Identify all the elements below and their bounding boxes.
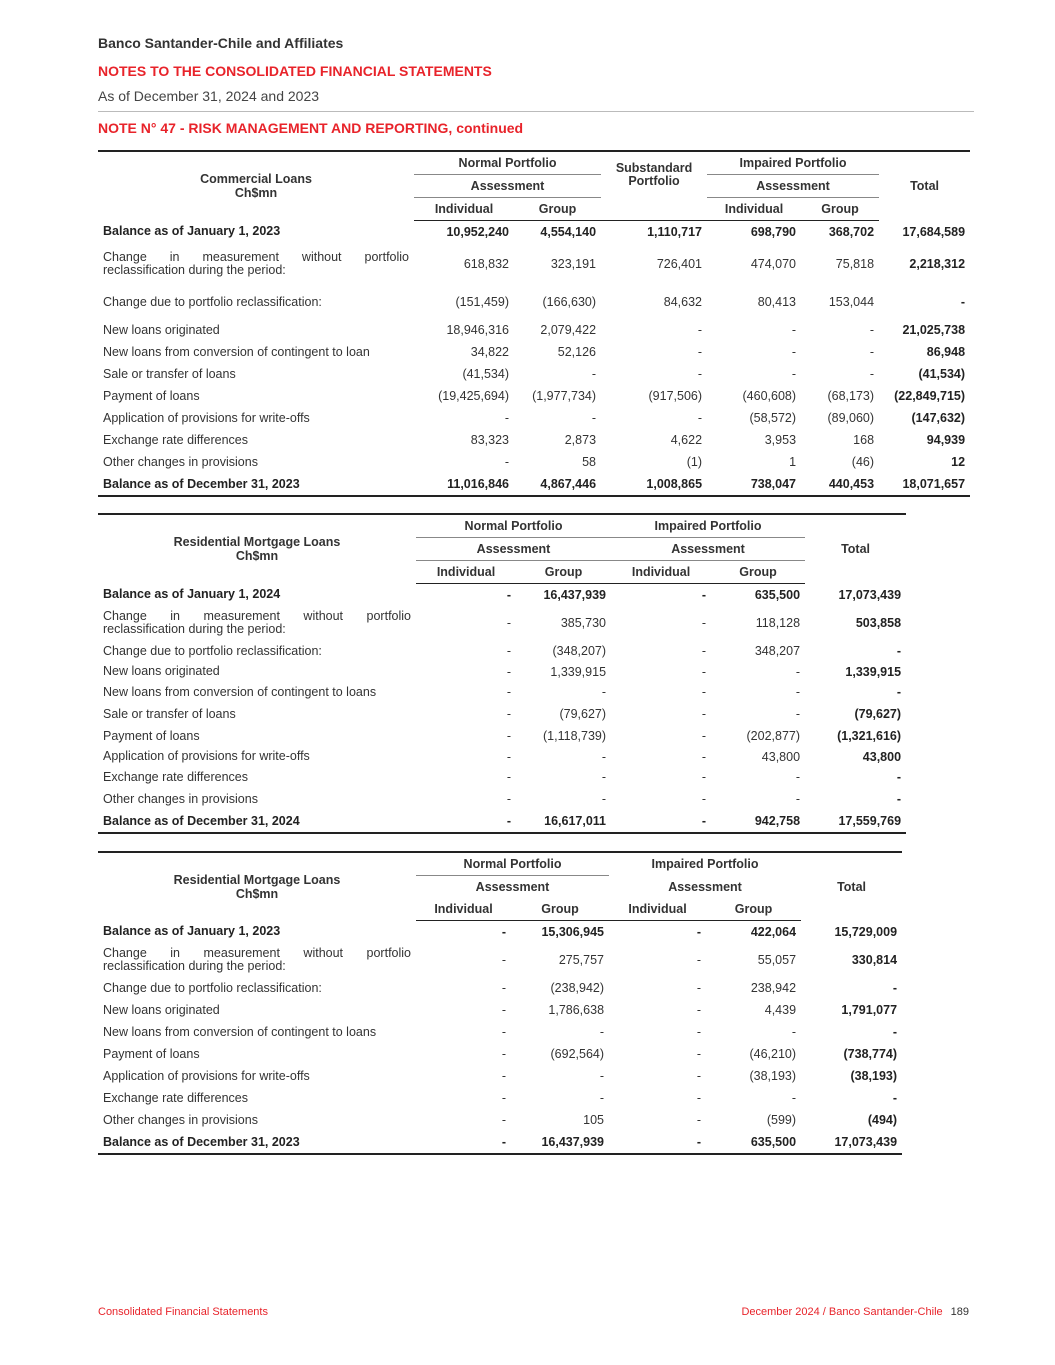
table-row: Balance as of December 31, 2023 - 16,437,939 - 635,500 17,073,439 [98, 1131, 902, 1154]
assessment-header: Assessment [707, 175, 879, 198]
table-row: Balance as of December 31, 2024 - 16,617,011 - 942,758 17,559,769 [98, 810, 906, 833]
group-header: Group [514, 198, 601, 221]
normal-portfolio-header: Normal Portfolio [416, 514, 611, 538]
assessment-header: Assessment [475, 880, 550, 894]
group-header: Group [516, 561, 611, 584]
as-of-date: As of December 31, 2024 and 2023 [98, 88, 320, 104]
header-divider [98, 111, 974, 112]
total-header: Total [801, 852, 902, 921]
table-row: Exchange rate differences - - - - - [103, 1090, 898, 1105]
residential-mortgage-2024-table [98, 513, 906, 834]
group-header: Group [801, 198, 879, 221]
table-row: Balance as of January 1, 2023 10,952,240 4,554,140 1,110,717 698,790 368,702 17,684,589 [103, 224, 966, 239]
individual-header: Individual [609, 898, 706, 921]
table-row: New loans originated 18,946,316 2,079,422 - - - 21,025,738 [103, 322, 966, 337]
group-header: Group [706, 898, 801, 921]
individual-header: Individual [414, 198, 514, 221]
table-row: Balance as of January 1, 2024 - 16,437,939 - 635,500 17,073,439 [103, 587, 902, 602]
table-row: Change in measurement without portfolio reclassification during the period: 618,832 323,191 726,401 474,070 75,818 2,218,312 [103, 250, 966, 277]
impaired-portfolio-header: Impaired Portfolio [707, 151, 879, 175]
normal-portfolio-header: Normal Portfolio [414, 151, 601, 175]
footer-source: December 2024 / Banco Santander-Chile 189 [741, 1306, 969, 1318]
table-row: Balance as of January 1, 2023 - 15,306,945 - 422,064 15,729,009 [103, 924, 898, 939]
assessment-header: Assessment [668, 879, 742, 894]
table-row: Exchange rate differences - - - - - [103, 769, 902, 784]
normal-portfolio-header: Normal Portfolio [416, 852, 609, 876]
table-row: Application of provisions for write-offs - - - (38,193) (38,193) [103, 1068, 898, 1083]
table-row: Other changes in provisions - 58 (1) 1 (46) 12 [103, 454, 966, 469]
residential-mortgage-2023-table [98, 851, 902, 1155]
commercial-loans-table [98, 150, 970, 497]
table-row: Change in measurement without portfolio reclassification during the period: - 385,730 - 118,128 503,858 [103, 609, 902, 636]
table-row: New loans originated - 1,786,638 - 4,439 1,791,077 [103, 1002, 898, 1017]
table-row: Balance as of December 31, 2023 11,016,846 4,867,446 1,008,865 738,047 440,453 18,071,657 [98, 473, 970, 496]
total-header: Total [805, 514, 906, 584]
impaired-portfolio-header: Impaired Portfolio [609, 852, 801, 876]
table-title: Commercial Loans Ch$mn [98, 151, 414, 221]
assessment-header: Assessment [416, 538, 611, 561]
individual-header: Individual [707, 198, 801, 221]
footer-document-title: Consolidated Financial Statements [98, 1306, 268, 1318]
table-row: Application of provisions for write-offs - - - 43,800 43,800 [103, 749, 902, 764]
table-title: Residential Mortgage Loans Ch$mn [98, 852, 416, 921]
table-row: New loans from conversion of contingent to loans - - - - - [103, 684, 902, 699]
table-row: New loans originated - 1,339,915 - - 1,339,915 [103, 664, 902, 679]
table-row: New loans from conversion of contingent to loan 34,822 52,126 - - - 86,948 [103, 344, 966, 359]
table-row: Payment of loans - (1,118,739) - (202,877) (1,321,616) [103, 728, 902, 743]
notes-title: NOTES TO THE CONSOLIDATED FINANCIAL STATEMENTS [98, 63, 492, 79]
table-row: Sale or transfer of loans - (79,627) - - (79,627) [103, 706, 902, 721]
individual-header: Individual [416, 898, 511, 921]
page-number: 189 [950, 1306, 969, 1318]
table-row: Exchange rate differences 83,323 2,873 4,622 3,953 168 94,939 [103, 432, 966, 447]
note-heading: NOTE N° 47 - RISK MANAGEMENT AND REPORTING, continued [98, 120, 524, 136]
table-row: Payment of loans - (692,564) - (46,210) (738,774) [103, 1046, 898, 1061]
individual-header: Individual [611, 561, 711, 584]
table-row: New loans from conversion of contingent to loans - - - - - [103, 1024, 898, 1039]
table-row: Payment of loans (19,425,694) (1,977,734) (917,506) (460,608) (68,173) (22,849,715) [103, 388, 966, 403]
table-row: Change due to portfolio reclassification: - (348,207) - 348,207 - [103, 643, 902, 658]
table-row: Application of provisions for write-offs - - - (58,572) (89,060) (147,632) [103, 410, 966, 425]
table-row: Change due to portfolio reclassification: (151,459) (166,630) 84,632 80,413 153,044 - [103, 294, 966, 309]
assessment-header: Assessment [611, 538, 805, 561]
table-row: Change due to portfolio reclassification: - (238,942) - 238,942 - [103, 980, 898, 995]
group-header: Group [511, 898, 609, 921]
table-row: Change in measurement without portfolio reclassification during the period: - 275,757 - 55,057 330,814 [103, 946, 898, 973]
substandard-portfolio-header: Substandard Portfolio [601, 151, 707, 198]
table-row: Other changes in provisions - 105 - (599) (494) [103, 1112, 898, 1127]
total-header: Total [879, 151, 970, 221]
table-row: Sale or transfer of loans (41,534) - - - - (41,534) [103, 366, 966, 381]
individual-header: Individual [416, 561, 516, 584]
impaired-portfolio-header: Impaired Portfolio [611, 514, 805, 538]
group-header: Group [711, 561, 805, 584]
table-title: Residential Mortgage Loans Ch$mn [98, 514, 416, 584]
table-row: Other changes in provisions - - - - - [103, 791, 902, 806]
company-name: Banco Santander-Chile and Affiliates [98, 35, 344, 51]
assessment-header: Assessment [414, 175, 601, 198]
